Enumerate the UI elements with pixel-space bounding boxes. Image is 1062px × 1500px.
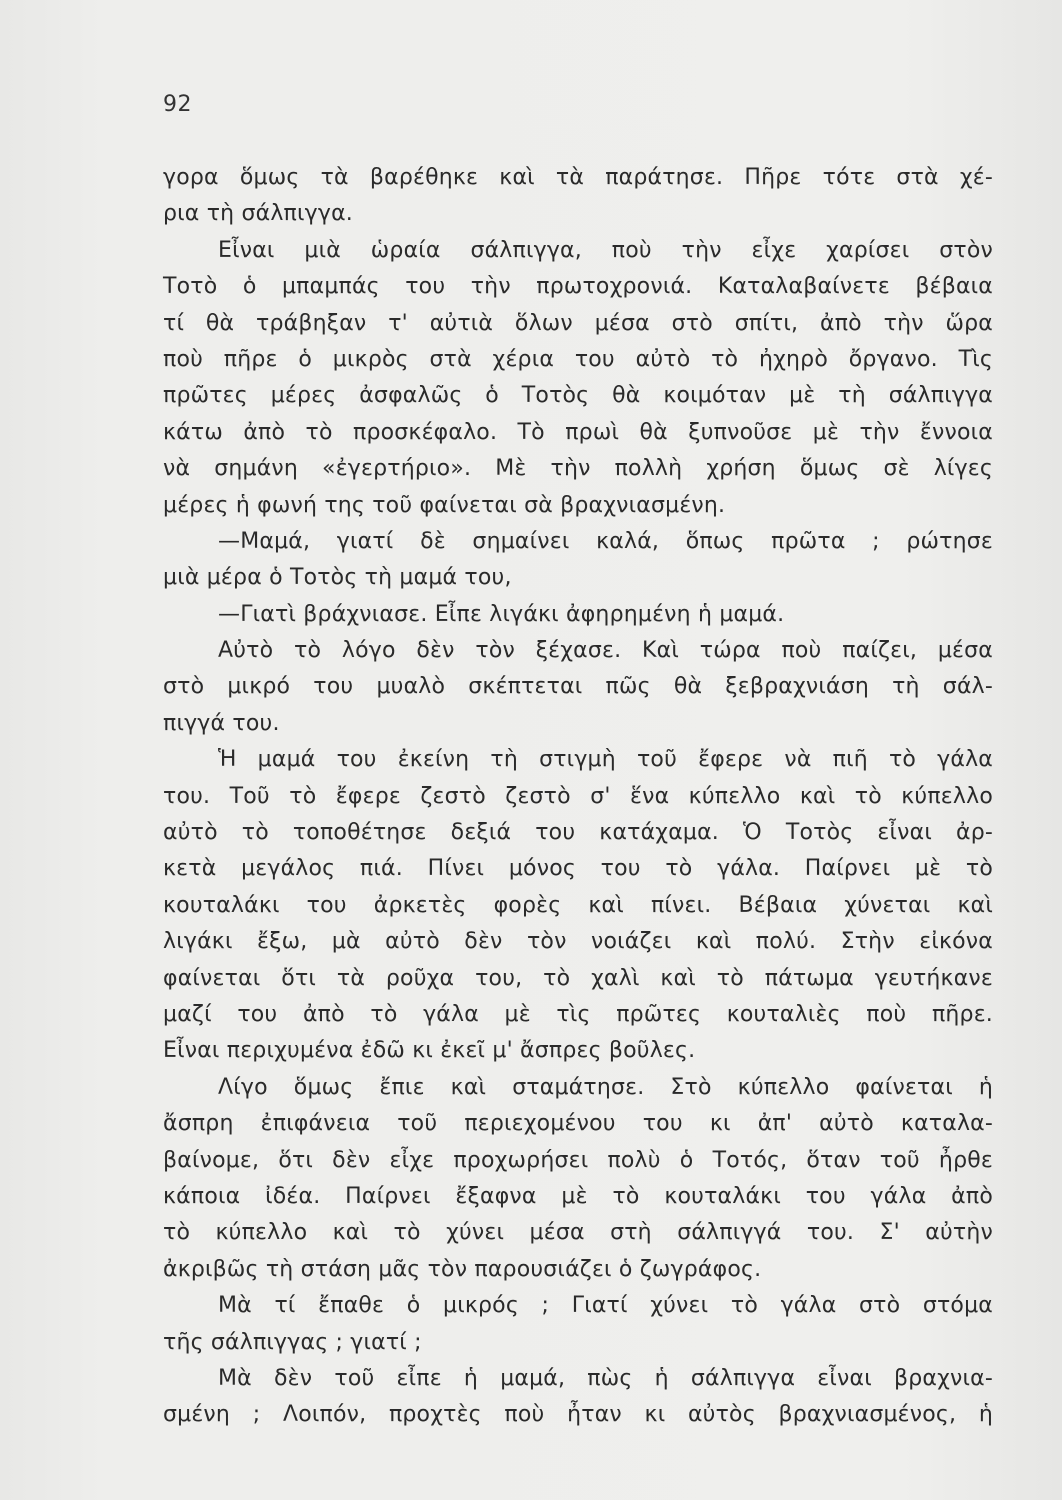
- text-line: Εἶναι περιχυμένα ἐδῶ κι ἐκεῖ μ' ἄσπρες βοῦλες.: [163, 1038, 696, 1064]
- text-line: τὸ κύπελλο καὶ τὸ χύνει μέσα στὴ σάλπιγγά του. Σ' αὐτὴν: [163, 1220, 993, 1246]
- text-line: Εἶναι μιὰ ὡραία σάλπιγγα, ποὺ τὴν εἶχε χαρίσει στὸν: [218, 237, 993, 263]
- text-line: ρια τὴ σάλπιγγα.: [163, 201, 353, 227]
- text-line: στὸ μικρό του μυαλὸ σκέπτεται πῶς θὰ ξεβραχνιάση τὴ σάλ-: [163, 674, 993, 700]
- text-line: Μὰ τί ἔπαθε ὁ μικρός ; Γιατί χύνει τὸ γάλα στὸ στόμα: [218, 1293, 993, 1319]
- text-line: κάποια ἰδέα. Παίρνει ἔξαφνα μὲ τὸ κουταλάκι του γάλα ἀπὸ: [163, 1183, 993, 1209]
- text-line: κουταλάκι του ἀρκετὲς φορὲς καὶ πίνει. Βέβαια χύνεται καὶ: [163, 892, 993, 918]
- text-line: Μὰ δὲν τοῦ εἶπε ἡ μαμά, πὼς ἡ σάλπιγγα εἶναι βραχνια-: [218, 1365, 993, 1391]
- text-line: Αὐτὸ τὸ λόγο δὲν τὸν ξέχασε. Καὶ τώρα ποὺ παίζει, μέσα: [218, 638, 993, 664]
- text-line: μιὰ μέρα ὁ Τοτὸς τὴ μαμά του,: [163, 565, 512, 591]
- text-line: τῆς σάλπιγγας ; γιατί ;: [163, 1329, 422, 1355]
- page-number: 92: [163, 92, 192, 117]
- text-line: κάτω ἀπὸ τὸ προσκέφαλο. Τὸ πρωὶ θὰ ξυπνοῦσε μὲ τὴν ἔννοια: [163, 419, 993, 445]
- text-line: Λίγο ὅμως ἔπιε καὶ σταμάτησε. Στὸ κύπελλο φαίνεται ἡ: [218, 1074, 993, 1100]
- text-line: γορα ὅμως τὰ βαρέθηκε καὶ τὰ παράτησε. Πῆρε τότε στὰ χέ-: [163, 165, 993, 190]
- text-line: ἀκριβῶς τὴ στάση μᾶς τὸν παρουσιάζει ὁ ζωγράφος.: [163, 1256, 762, 1282]
- text-line: πιγγά του.: [163, 710, 280, 736]
- text-line: βαίνομε, ὅτι δὲν εἶχε προχωρήσει πολὺ ὁ Τοτός, ὅταν τοῦ ἦρθε: [163, 1147, 993, 1173]
- text-line: φαίνεται ὅτι τὰ ροῦχα του, τὸ χαλὶ καὶ τὸ πάτωμα γευτήκανε: [163, 965, 993, 991]
- text-line: Τοτὸ ὁ μπαμπάς του τὴν πρωτοχρονιά. Καταλαβαίνετε βέβαια: [163, 274, 993, 300]
- text-line: σμένη ; Λοιπόν, προχτὲς ποὺ ἦταν κι αὐτὸς βραχνιασμένος, ἡ: [163, 1402, 993, 1428]
- text-line: μέρες ἡ φωνή της τοῦ φαίνεται σὰ βραχνιασμένη.: [163, 492, 726, 518]
- text-line: ἄσπρη ἐπιφάνεια τοῦ περιεχομένου του κι ἀπ' αὐτὸ καταλα-: [163, 1111, 993, 1137]
- text-line: του. Τοῦ τὸ ἔφερε ζεστὸ ζεστὸ σ' ἕνα κύπελλο καὶ τὸ κύπελλο: [163, 783, 993, 809]
- text-line: Ἡ μαμά του ἐκείνη τὴ στιγμὴ τοῦ ἔφερε νὰ πιῆ τὸ γάλα: [218, 747, 993, 773]
- body-text: [163, 160, 993, 1434]
- text-line: τί θὰ τράβηξαν τ' αὐτιὰ ὅλων μέσα στὸ σπίτι, ἀπὸ τὴν ὥρα: [163, 310, 993, 336]
- text-line: νὰ σημάνη «ἐγερτήριο». Μὲ τὴν πολλὴ χρήση ὅμως σὲ λίγες: [163, 456, 993, 482]
- text-line: κετὰ μεγάλος πιά. Πίνει μόνος του τὸ γάλα. Παίρνει μὲ τὸ: [163, 856, 993, 882]
- text-line: μαζί του ἀπὸ τὸ γάλα μὲ τὶς πρῶτες κουταλιὲς ποὺ πῆρε.: [163, 1001, 993, 1027]
- text-line: ποὺ πῆρε ὁ μικρὸς στὰ χέρια του αὐτὸ τὸ ἠχηρὸ ὄργανο. Τὶς: [163, 346, 993, 372]
- text-line: αὐτὸ τὸ τοποθέτησε δεξιά του κατάχαμα. Ὁ Τοτὸς εἶναι ἀρ-: [163, 820, 993, 846]
- text-line: —Μαμά, γιατί δὲ σημαίνει καλά, ὅπως πρῶτα ; ρώτησε: [218, 528, 993, 554]
- text-line: —Γιατὶ βράχνιασε. Εἶπε λιγάκι ἀφηρημένη ἡ μαμά.: [218, 601, 785, 627]
- text-line: λιγάκι ἔξω, μὰ αὐτὸ δὲν τὸν νοιάζει καὶ πολύ. Στὴν εἰκόνα: [163, 929, 993, 955]
- text-line: πρῶτες μέρες ἀσφαλῶς ὁ Τοτὸς θὰ κοιμόταν μὲ τὴ σάλπιγγα: [163, 383, 993, 409]
